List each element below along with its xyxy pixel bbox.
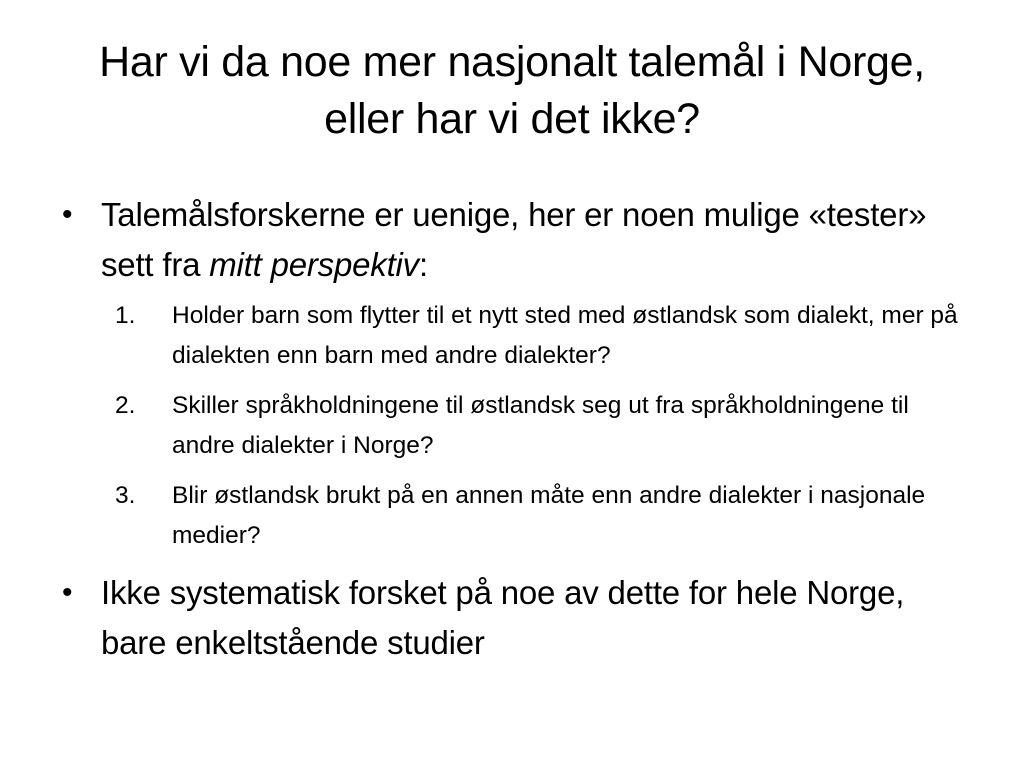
item-text: Blir østlandsk brukt på en annen måte enn andre dialekter i nasjonale medier? <box>172 482 926 549</box>
bullet-dot-icon: • <box>62 198 73 231</box>
bullet-item <box>60 568 960 668</box>
numbered-item <box>115 386 960 466</box>
numbered-item <box>115 296 960 376</box>
bullet-dot-icon: • <box>62 576 73 609</box>
item-number: 1. <box>115 302 136 329</box>
bullet-text-suffix: : <box>418 246 428 283</box>
bullet-text: Ikke systematisk forsket på noe av dette for hele Norge, bare enkeltstående studier <box>101 574 905 661</box>
slide-content <box>60 190 960 668</box>
bullet-emphasis: mitt perspektiv <box>209 246 419 283</box>
slide-title: Har vi da noe mer nasjonalt talemål i Norge, eller har vi det ikke? <box>99 38 925 143</box>
numbered-item <box>115 476 960 556</box>
item-text: Skiller språkholdningene til østlandsk seg ut fra språkholdningene til andre dialekter i Norge? <box>172 392 909 459</box>
item-number: 2. <box>115 392 136 419</box>
numbered-list <box>115 296 960 556</box>
bullet-item <box>60 190 960 290</box>
item-text: Holder barn som flytter til et nytt sted med østlandsk som dialekt, mer på dialekten enn barn med andre dialekter? <box>172 302 958 369</box>
item-number: 3. <box>115 482 136 509</box>
bullet-text: Talemålsforskerne er uenige, her er noen mulige «tester» sett fra <box>101 196 927 283</box>
